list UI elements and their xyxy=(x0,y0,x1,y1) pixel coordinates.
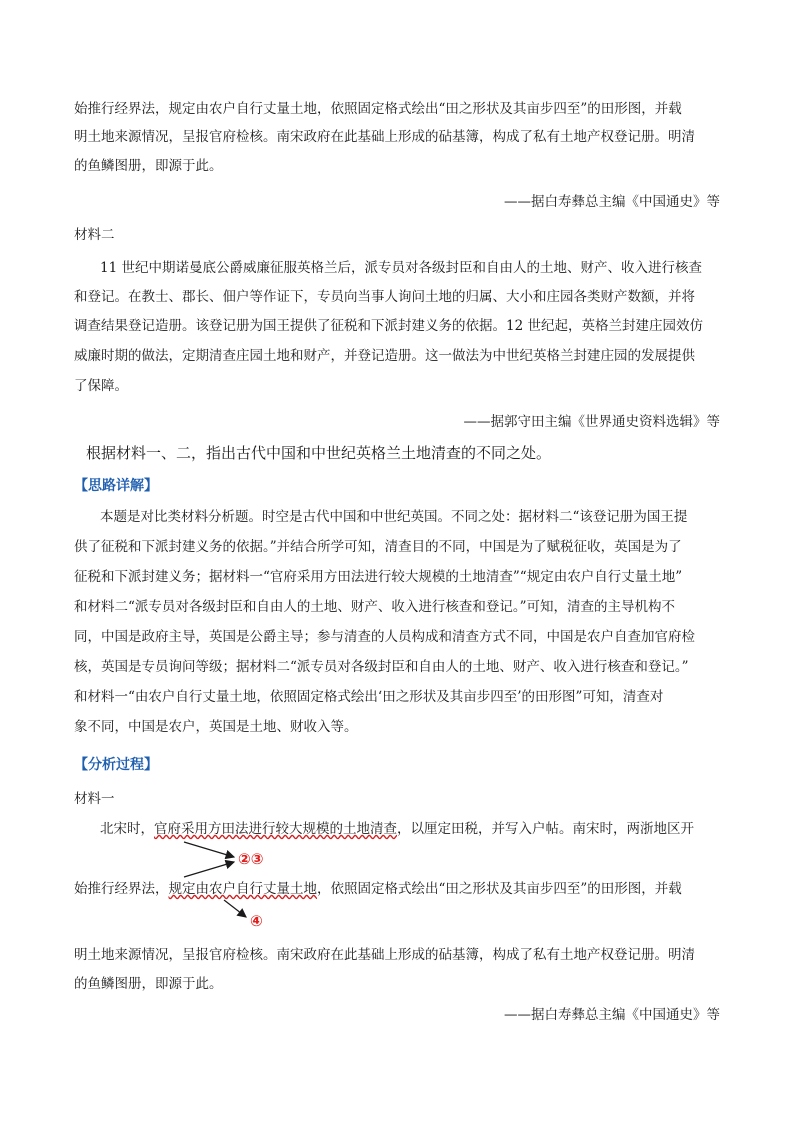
analysis-line-4: 的鱼鳞图册，即源于此。 xyxy=(74,976,223,992)
analysis-line-1-a: 北宋时， xyxy=(100,821,154,837)
material2-line-3: 调查结果登记造册。该登记册为国王提供了征税和下派封建义务的依据。12 世纪起，英格兰封建庄园效仿 xyxy=(74,318,703,334)
thinking-line-8: 象不同，中国是农户，英国是土地、财收入等。 xyxy=(74,719,358,735)
material2-line-4: 威廉时期的做法，定期清查庄园土地和财产，并登记造册。这一做法为中世纪英格兰封建庄园的发展提供 xyxy=(74,348,695,364)
material2-source: ——据郭守田主编《世界通史资料选辑》等 xyxy=(463,414,720,430)
top-line-1: 始推行经界法，规定由农户自行丈量土地，依照固定格式绘出“田之形状及其亩步四至”的田形图，并载 xyxy=(74,101,682,117)
material2-line-1: 11 世纪中期诺曼底公爵威廉征服英格兰后，派专员对各级封臣和自由人的土地、财产、收入进行核查 xyxy=(100,260,702,276)
thinking-line-6: 核，英国是专员询问等级；据材料二“派专员对各级封臣和自由人的土地、财产、收入进行核查和登记。” xyxy=(74,659,689,675)
arrow-line1-to-23 xyxy=(184,842,234,857)
analysis-line-3: 明土地来源情况，呈报官府检核。南宋政府在此基础上形成的砧基簿，构成了私有土地产权登记册。明清 xyxy=(74,947,695,963)
analysis-material1-label: 材料一 xyxy=(74,791,115,807)
thinking-line-7: 和材料一“由农户自行丈量土地，依照固定格式绘出‘田之形状及其亩步四至’的田形图”可知，清查对 xyxy=(74,689,664,705)
material2-line-5: 了保障。 xyxy=(74,378,128,394)
thinking-line-4: 和材料二“派专员对各级封臣和自由人的土地、财产、收入进行核查和登记。”可知，清查的主导机构不 xyxy=(74,599,676,615)
annotation-mark-4: ④ xyxy=(250,912,263,930)
material2-label: 材料二 xyxy=(74,227,115,243)
thinking-line-5: 同，中国是政府主导，英国是公爵主导；参与清查的人员构成和清查方式不同，中国是农户自查加官府检 xyxy=(74,629,695,645)
top-source: ——据白寿彝总主编《中国通史》等 xyxy=(504,194,720,210)
annotation-mark-2-3: ②③ xyxy=(238,850,264,868)
thinking-line-1: 本题是对比类材料分析题。时空是古代中国和中世纪英国。不同之处：据材料二“该登记册为国王提 xyxy=(100,509,688,525)
top-line-2: 明土地来源情况，呈报官府检核。南宋政府在此基础上形成的砧基簿，构成了私有土地产权登记册。明清 xyxy=(74,129,695,145)
material2-line-2: 和登记。在教士、郡长、佃户等作证下，专员向当事人询问土地的归属、大小和庄园各类财产数额，并将 xyxy=(74,289,695,305)
arrow-line2-to-23 xyxy=(184,862,234,877)
thinking-line-3: 征税和下派封建义务；据材料一“官府采用方田法进行较大规模的土地清查”“规定由农户自行丈量土地” xyxy=(74,569,683,585)
analysis-line-2-a: 始推行经界法， xyxy=(74,881,169,897)
analysis-header: 【分析过程】 xyxy=(74,757,158,773)
analysis-line-2-c: ，依照固定格式绘出“田之形状及其亩步四至”的田形图，并载 xyxy=(317,881,682,897)
arrow-line2-to-4 xyxy=(224,900,246,917)
analysis-source: ——据白寿彝总主编《中国通史》等 xyxy=(504,1007,720,1023)
annotated-phrase-farmers: 规定由农户自行丈量土地 xyxy=(168,881,317,897)
annotated-phrase-fangtian: 官府采用方田法进行较大规模的土地清查 xyxy=(154,821,397,837)
question-text: 根据材料一、二，指出古代中国和中世纪英格兰土地清查的不同之处。 xyxy=(86,444,552,462)
top-line-3: 的鱼鳞图册，即源于此。 xyxy=(74,158,223,174)
analysis-line-1-c: ，以厘定田税，并写入户帖。南宋时，两浙地区开 xyxy=(397,821,694,837)
thinking-line-2: 供了征税和下派封建义务的依据。”并结合所学可知，清查目的不同，中国是为了赋税征收，英国是为了 xyxy=(74,539,682,555)
thinking-header: 【思路详解】 xyxy=(74,478,158,494)
